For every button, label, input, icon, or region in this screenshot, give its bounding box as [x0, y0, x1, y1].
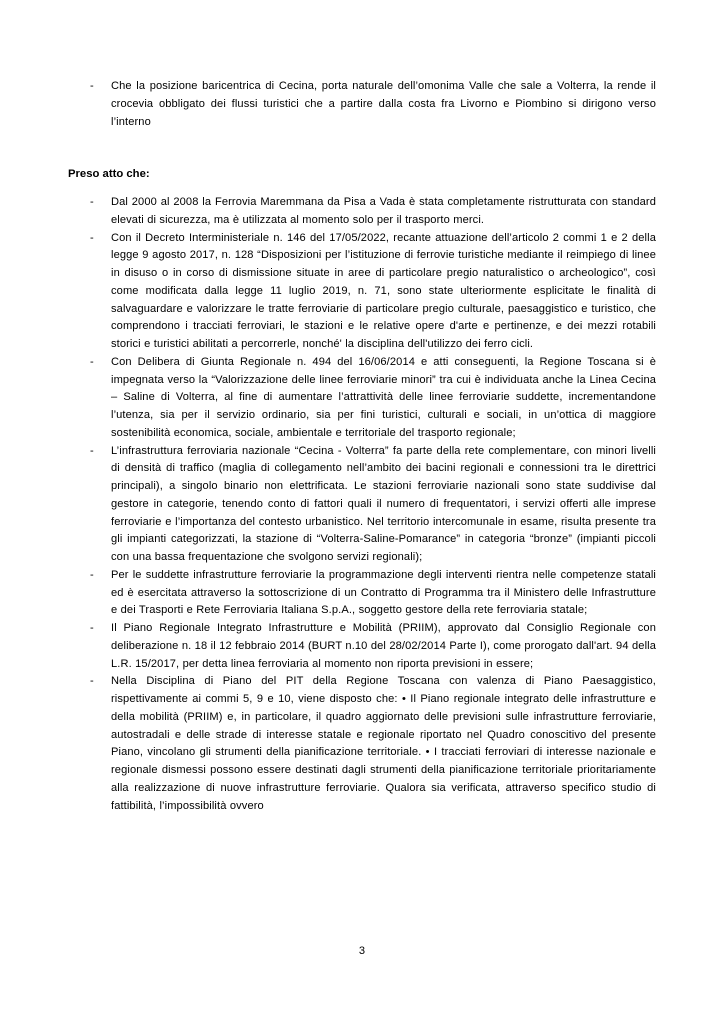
bullet-marker: -: [90, 622, 94, 634]
spacer: [68, 184, 656, 194]
bullet-marker: -: [90, 675, 94, 688]
bullet-marker: -: [90, 444, 94, 457]
page-number: 3: [358, 945, 366, 957]
list-item-text: Dal 2000 al 2008 la Ferrovia Maremmana da Pisa a Vada è stata completamente ristrutturata con standard elevati di sicurezza, ma è utilizzata al momento solo per il trasporto merci.: [111, 196, 656, 226]
list-item-text: Nella Disciplina di Piano del PIT della Regione Toscana con valenza di Piano Paesaggistico, rispettivamente ai commi 5, 9 e 10, viene disposto che: • Il Piano regionale integrato delle infrastrutture e della mobilità (PRIIM) e, in particolare, il quadro aggiornato delle previsioni sulle infrastrutture ferroviarie, autostradali e delle strade di interesse statale e regionale riportato nel Quadro conoscitivo del presente Piano, vincolano gli strumenti della pianificazione territoriale. • I tracciati ferroviari di interesse nazionale e regionale dismessi possono essere destinati dagli strumenti della pianificazione territoriale prioritariamente alla realizzazione di nuove infrastrutture ferroviarie. Qualora sia verificata, attraverso specifico studio di fattibilità, l’impossibilità ovvero: [111, 675, 656, 812]
bullet-marker: -: [90, 80, 94, 92]
list-item: [68, 230, 656, 354]
list-item-text: Con Delibera di Giunta Regionale n. 494 del 16/06/2014 e atti conseguenti, la Regione Toscana si è impegnata verso la “Valorizzazione delle linee ferroviarie minori” tra cui è individuata anche la Linea Cecina – Saline di Volterra, al fine di aumentare l’attrattività delle linee ferroviarie suddette, incrementandone l’utenza, sia per il servizio ordinario, sia per fini turistici, culturali e sociali, in un’ottica di maggiore sostenibilità economica, sociale, ambientale e territoriale del trasporto regionale;: [111, 355, 656, 439]
bullet-marker: -: [90, 231, 94, 244]
main-bullet-list: [68, 194, 656, 815]
list-item-text: Con il Decreto Interministeriale n. 146 del 17/05/2022, recante attuazione dell’articolo 2 commi 1 e 2 della legge 9 agosto 2017, n. 128 “Disposizioni per l’istituzione di ferrovie turistiche mediante il reimpiego di linee in disuso o in corso di dismissione situate in aree di particolare pregio naturalistico o archeologico”, così come modificata dalla legge 11 luglio 2019, n. 71, sono state ulteriormente esplicitate le finalità di salvaguardare e valorizzare le tratte ferroviarie di particolare pregio culturale, paesaggistico e turistico, che comprendono i tracciati ferroviari, le stazioni e le relative opere d'arte e pertinenze, e dei mezzi rotabili storici e turistici abilitati a percorrerle, nonché' la disciplina dell'utilizzo dei ferro cicli.: [111, 231, 656, 350]
list-item: [68, 194, 656, 230]
bullet-marker: -: [90, 196, 94, 208]
list-item: [68, 620, 656, 673]
list-item-text: L’infrastruttura ferroviaria nazionale “Cecina - Volterra” fa parte della rete complementare, con minori livelli di densità di traffico (maglia di collegamento nell’ambito dei bacini regionali e connessioni tra le direttrici principali), a singolo binario non elettrificata. Le stazioni ferroviarie nazionali sono state suddivise dal gestore in categorie, tenendo conto di fattori quali il numero di frequentatori, i servizi offerti alle imprese ferroviarie e l’importanza del contesto urbanistico. Nel territorio intercomunale in esame, risulta presente tra gli impianti categorizzati, la stazione di “Volterra-Saline-Pomarance” in categoria “bronze” (impianti piccoli con una bassa frequentazione che svolgono servizi regionali);: [111, 444, 656, 563]
section-heading: Preso atto che:: [68, 168, 150, 181]
list-item: [68, 567, 656, 620]
list-item: [68, 673, 656, 815]
intro-bullet-list: [68, 78, 656, 131]
list-item: [68, 443, 656, 567]
spacer: [68, 131, 656, 166]
list-item-text: Per le suddette infrastrutture ferroviarie la programmazione degli interventi rientra nelle competenze statali ed è esercitata attraverso la sottoscrizione di un Contratto di Programma tra il Ministero delle Infrastrutture e dei Trasporti e Rete Ferroviaria Italiana S.p.A., soggetto gestore della rete ferroviaria statale;: [111, 568, 656, 617]
bullet-marker: -: [90, 355, 94, 368]
list-item-text: Il Piano Regionale Integrato Infrastrutture e Mobilità (PRIIM), approvato dal Consiglio Regionale con deliberazione n. 18 il 12 febbraio 2014 (BURT n.10 del 28/02/2014 Parte I), come prorogato dall'art. 94 della L.R. 15/2017, per detta linea ferroviaria al momento non riporta previsioni in essere;: [111, 622, 656, 670]
list-item: [68, 354, 656, 443]
page-content: [68, 78, 656, 815]
list-item: [68, 78, 656, 131]
bullet-marker: -: [90, 568, 94, 581]
list-item-text: Che la posizione baricentrica di Cecina, porta naturale dell’omonima Valle che sale a Volterra, la rende il crocevia obbligato dei flussi turistici che a partire dalla costa fra Livorno e Piombino si dirigono verso l’interno: [111, 80, 656, 128]
